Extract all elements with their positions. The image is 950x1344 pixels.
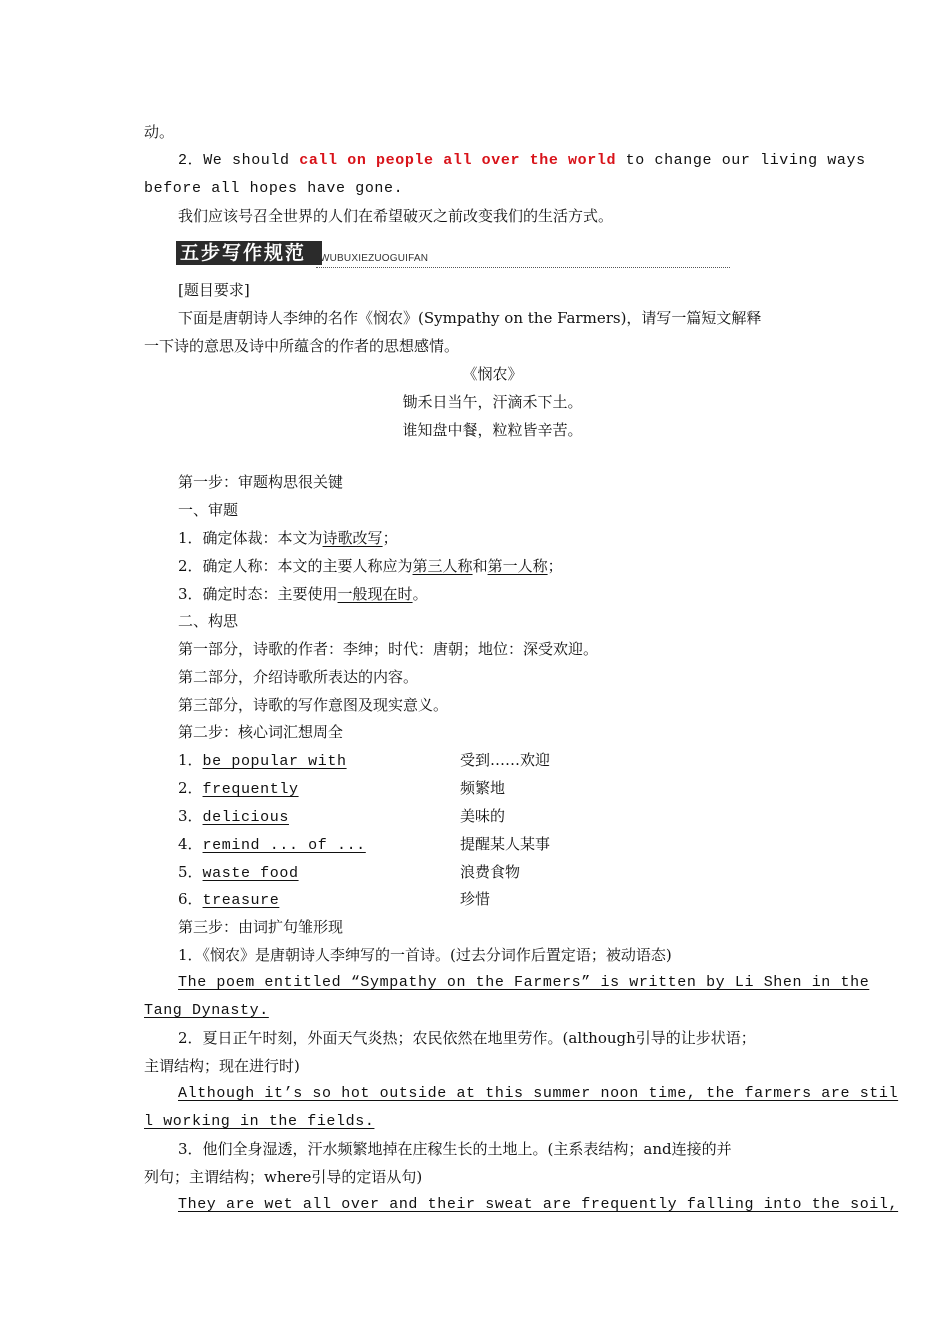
- sentence-prompt: 列句；主谓结构；where引导的定语从句): [144, 1168, 423, 1186]
- vocab-row: [178, 862, 299, 884]
- vocab-row: [178, 889, 279, 911]
- sentence-answer: Tang Dynasty.: [144, 1002, 269, 1019]
- step-heading: 第一步：审题构思很关键: [178, 473, 344, 491]
- poem-title: 《悯农》: [462, 365, 523, 383]
- vocab-meaning: 珍惜: [460, 890, 491, 908]
- outline-part: 第三部分，诗歌的写作意图及现实意义。: [178, 696, 449, 714]
- banner-divider: [316, 267, 730, 268]
- vocab-number: 2．: [178, 779, 203, 797]
- sub-heading: 一、审题: [178, 501, 239, 519]
- vocab-term: remind ... of ...: [202, 837, 366, 854]
- vocab-term: treasure: [202, 892, 280, 909]
- vocab-row: [178, 778, 299, 800]
- underlined-answer: 第三人称: [412, 557, 473, 575]
- text-line: before all hopes have gone.: [144, 180, 404, 197]
- banner-subtitle: WUBUXIEZUOGUIFAN: [320, 253, 429, 264]
- text-fragment: ；: [547, 557, 563, 575]
- vocab-meaning: 浪费食物: [460, 863, 521, 881]
- text-fragment: 。: [412, 585, 428, 603]
- poem-line: 谁知盘中餐，粒粒皆辛苦。: [402, 421, 583, 439]
- section-label: [题目要求]: [178, 281, 250, 299]
- vocab-term: be popular with: [202, 753, 347, 770]
- sentence-answer: Although it’s so hot outside at this summer noon time, the farmers are stil: [178, 1085, 899, 1102]
- text-fragment: 和: [472, 557, 488, 575]
- underlined-answer: 诗歌改写: [322, 529, 383, 547]
- task-text: 下面是唐朝诗人李绅的名作《悯农》(Sympathy on the Farmers)，请写一篇短文解释: [178, 309, 762, 327]
- step-heading: 第三步：由词扩句雏形现: [178, 918, 344, 936]
- text-fragment: to change our living ways: [616, 152, 866, 169]
- sentence-prompt: 3．他们全身湿透，汗水频繁地掉在庄稼生长的土地上。(主系表结构；and连接的并: [178, 1140, 732, 1158]
- vocab-term: frequently: [202, 781, 299, 798]
- vocab-row: [178, 750, 347, 772]
- vocab-meaning: 提醒某人某事: [460, 835, 551, 853]
- vocab-meaning: 受到……欢迎: [460, 751, 551, 769]
- vocab-meaning: 频繁地: [460, 779, 506, 797]
- underlined-answer: 第一人称: [487, 557, 548, 575]
- vocab-number: 1．: [178, 751, 203, 769]
- outline-part: 第一部分，诗歌的作者：李绅；时代：唐朝；地位：深受欢迎。: [178, 640, 599, 658]
- underlined-answer: 一般现在时: [337, 585, 413, 603]
- vocab-row: [178, 806, 289, 828]
- vocab-row: [178, 834, 366, 856]
- vocab-term: waste food: [202, 865, 299, 882]
- analysis-item: [178, 556, 563, 576]
- vocab-number: 5．: [178, 863, 203, 881]
- sub-heading: 二、构思: [178, 612, 239, 630]
- translation-line: 我们应该号召全世界的人们在希望破灭之前改变我们的生活方式。: [178, 207, 614, 225]
- analysis-item: [178, 584, 428, 604]
- analysis-item: [178, 528, 398, 548]
- example-sentence-2: [178, 151, 866, 171]
- poem-line: 锄禾日当午，汗滴禾下土。: [402, 393, 583, 411]
- vocab-number: 4．: [178, 835, 203, 853]
- text-fragment: 2．确定人称：本文的主要人称应为: [178, 557, 413, 575]
- text-fragment: 3．确定时态：主要使用: [178, 585, 338, 603]
- highlighted-phrase: call on people all over the world: [299, 152, 617, 169]
- vocab-meaning: 美味的: [460, 807, 506, 825]
- text-fragment: 1．确定体裁：本文为: [178, 529, 323, 547]
- sentence-prompt: 1．《悯农》是唐朝诗人李绅写的一首诗。(过去分词作后置定语；被动语态): [178, 946, 672, 964]
- text-line: 动。: [144, 123, 175, 141]
- sentence-prompt: 主谓结构；现在进行时): [144, 1057, 300, 1075]
- sentence-answer: l working in the fields.: [144, 1113, 375, 1130]
- text-fragment: ；: [382, 529, 398, 547]
- vocab-number: 6．: [178, 890, 203, 908]
- vocab-number: 3．: [178, 807, 203, 825]
- outline-part: 第二部分，介绍诗歌所表达的内容。: [178, 668, 419, 686]
- sentence-prompt: 2．夏日正午时刻，外面天气炎热；农民依然在地里劳作。(although引导的让步状语；: [178, 1029, 756, 1047]
- vocab-term: delicious: [202, 809, 289, 826]
- banner-title: 五步写作规范: [176, 241, 322, 265]
- step-heading: 第二步：核心词汇想周全: [178, 723, 344, 741]
- sentence-answer: They are wet all over and their sweat are frequently falling into the soil,: [178, 1196, 899, 1213]
- sentence-answer: The poem entitled “Sympathy on the Farmers” is written by Li Shen in the: [178, 974, 870, 991]
- task-text: 一下诗的意思及诗中所蕴含的作者的思想感情。: [144, 337, 460, 355]
- text-fragment: 2．We should: [178, 152, 300, 169]
